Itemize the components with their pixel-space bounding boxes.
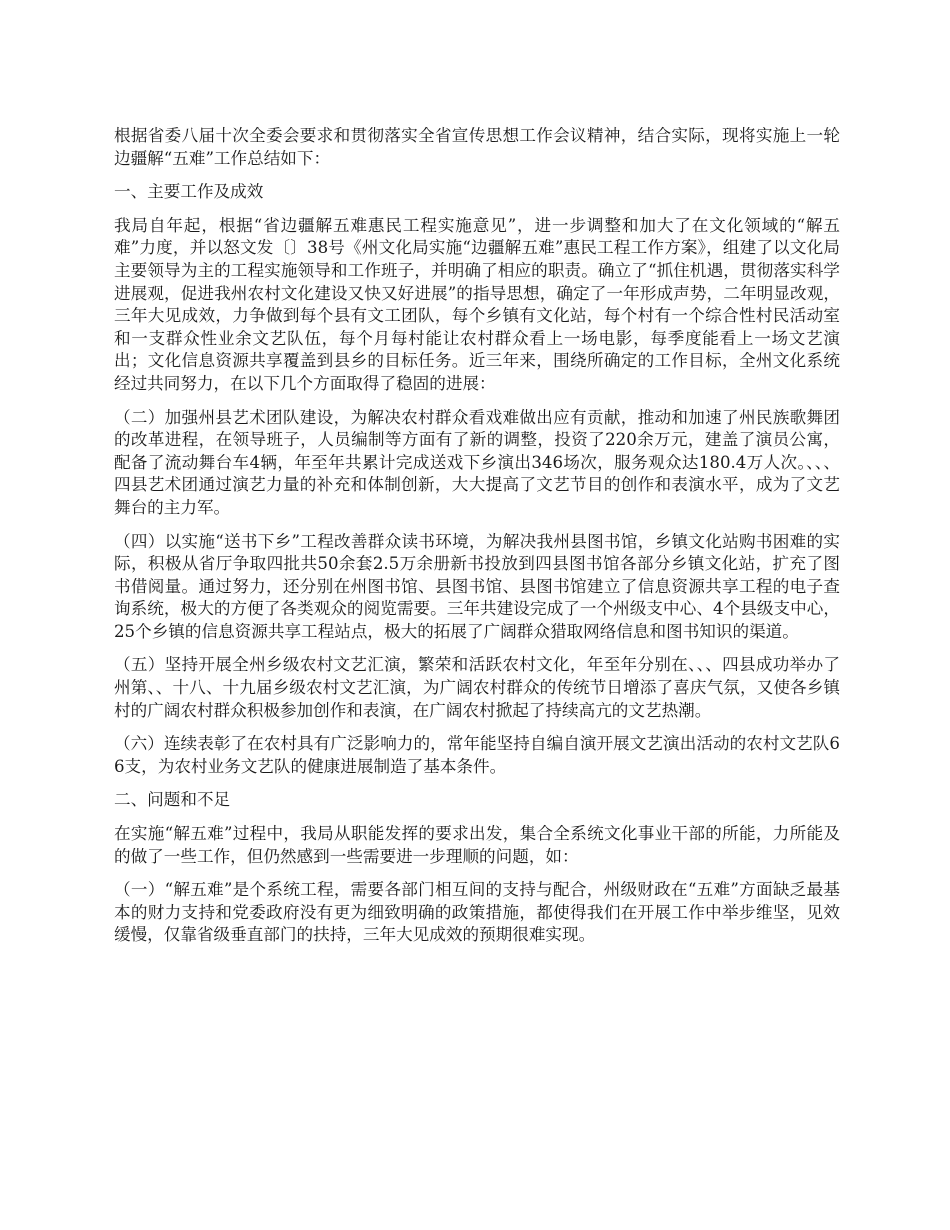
paragraph-problems-intro: 在实施“解五难”过程中，我局从职能发挥的要求出发，集合全系统文化事业干部的所能，力所能及的做了一些工作，但仍然感到一些需要进一步理顺的问题，如： (114, 824, 840, 866)
intro-paragraph: 根据省委八届十次全委会要求和贯彻落实全省宣传思想工作会议精神，结合实际，现将实施上一轮边疆解“五难”工作总结如下： (114, 126, 840, 168)
paragraph-books-to-countryside: （四）以实施“送书下乡”工程改善群众读书环境，为解决我州县图书馆，乡镇文化站购书困难的实际，积极从省厅争取四批共50余套2.5万余册新书投放到四县图书馆各部分乡镇文化站，扩充了图书借阅量。通过努力，还分别在州图书馆、县图书馆、县图书馆建立了信息资源共享工程的电子查询系统，极大的方便了各类观众的阅览需要。三年共建设完成了一个州级支中心、4个县级支中心，25个乡镇的信息资源共享工程站点，极大的拓展了广阔群众猎取网络信息和图书知识的渠道。 (114, 531, 840, 641)
section-heading-problems: 二、问题和不足 (114, 790, 231, 810)
paragraph-rural-art-teams: （六）连续表彰了在农村具有广泛影响力的，常年能坚持自编自演开展文艺演出活动的农村文艺队66支，为农村业务文艺队的健康进展制造了基本条件。 (114, 734, 840, 776)
document-page (114, 125, 840, 958)
paragraph-problem-one: （一）“解五难”是个系统工程，需要各部门相互间的支持与配合，州级财政在“五难”方面缺乏最基本的财力支持和党委政府没有更为细致明确的政策措施，都使得我们在开展工作中举步维坚，见效缓慢，仅靠省级垂直部门的扶持，三年大见成效的预期很难实现。 (114, 880, 840, 945)
section-heading-main-work: 一、主要工作及成效 (114, 182, 264, 202)
paragraph-rural-performances: （五）坚持开展全州乡级农村文艺汇演，繁荣和活跃农村文化，年至年分别在、、、四县成功举办了州第、、十八、十九届乡级农村文艺汇演，为广阔农村群众的传统节日增添了喜庆气氛，又使各乡镇村的广阔农村群众积极参加创作和表演，在广阔农村掀起了持续高亢的文艺热潮。 (114, 655, 840, 720)
paragraph-work-overview: 我局自年起，根据“省边疆解五难惠民工程实施意见”，进一步调整和加大了在文化领域的“解五难”力度，并以怒文发〔〕38号《州文化局实施“边疆解五难”惠民工程工作方案》，组建了以文化局主要领导为主的工程实施领导和工作班子，并明确了相应的职责。确立了“抓住机遇，贯彻落实科学进展观，促进我州农村文化建设又快又好进展”的指导思想，确定了一年形成声势，二年明显改观，三年大见成效，力争做到每个县有文工团队，每个乡镇有文化站，每个村有一个综合性村民活动室和一支群众性业余文艺队伍，每个月每村能让农村群众看上一场电影，每季度能看上一场文艺演出；文化信息资源共享覆盖到县乡的目标任务。近三年来，围绕所确定的工作目标，全州文化系统经过共同努力，在以下几个方面取得了稳固的进展： (114, 215, 840, 393)
paragraph-art-troupe: （二）加强州县艺术团队建设，为解决农村群众看戏难做出应有贡献，推动和加速了州民族歌舞团的改革进程，在领导班子，人员编制等方面有了新的调整，投资了220余万元，建盖了演员公寓，配备了流动舞台车4辆，年至年共累计完成送戏下乡演出346场次，服务观众达180.4万人次。、、、四县艺术团通过演艺力量的补充和体制创新，大大提高了文艺节目的创作和表演水平，成为了文艺舞台的主力军。 (114, 407, 840, 517)
